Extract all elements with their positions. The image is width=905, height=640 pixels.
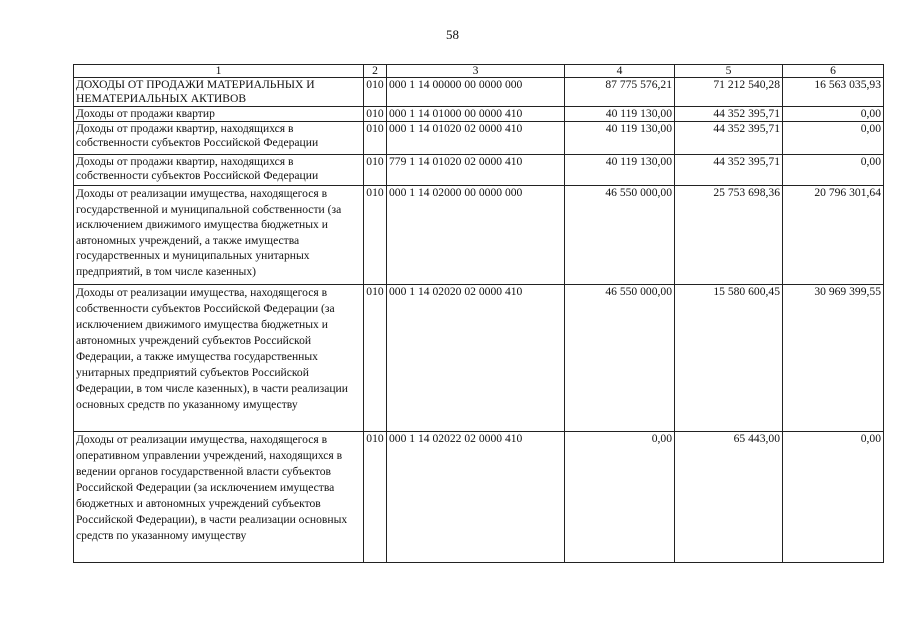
header-cell: 2: [364, 65, 387, 78]
row-budget-code: 000 1 14 02022 02 0000 410: [387, 432, 565, 563]
row-col5-value: 44 352 395,71: [675, 107, 783, 122]
table-row: [74, 186, 884, 285]
row-admin-code: 010: [364, 285, 387, 432]
row-name: Доходы от продажи квартир: [74, 107, 364, 122]
row-admin-code: 010: [364, 432, 387, 563]
row-col5-value: 25 753 698,36: [675, 186, 783, 285]
row-name: Доходы от продажи квартир, находящихся в собственности субъектов Российской Федерации: [74, 122, 364, 155]
row-col5-value: 44 352 395,71: [675, 155, 783, 186]
row-name: ДОХОДЫ ОТ ПРОДАЖИ МАТЕРИАЛЬНЫХ И НЕМАТЕРИАЛЬНЫХ АКТИВОВ: [74, 78, 364, 107]
row-col6-value: 20 796 301,64: [783, 186, 884, 285]
page-number: 58: [446, 27, 459, 42]
table-header-row: [74, 65, 884, 78]
row-name: Доходы от реализации имущества, находящегося в собственности субъектов Российской Федерации (за исключением движимого имущества бюджетных и автономных учреждений субъектов Российской Федерации, а также имущества государственных унитарных предприятий субъектов Российской Федерации, в том числе казенных), в части реализации основных средств по указанному имуществу: [74, 285, 364, 432]
header-cell: 1: [74, 65, 364, 78]
row-col4-value: 46 550 000,00: [565, 186, 675, 285]
row-name: Доходы от продажи квартир, находящихся в собственности субъектов Российской Федерации: [74, 155, 364, 186]
row-col6-value: 16 563 035,93: [783, 78, 884, 107]
row-col4-value: 46 550 000,00: [565, 285, 675, 432]
row-col5-value: 71 212 540,28: [675, 78, 783, 107]
row-col6-value: 0,00: [783, 107, 884, 122]
row-admin-code: 010: [364, 78, 387, 107]
row-name: Доходы от реализации имущества, находящегося в государственной и муниципальной собственности (за исключением движимого имущества бюджетных и автономных учреждений, а также имущества государственных и муниципальных унитарных предприятий, в том числе казенных): [74, 186, 364, 285]
row-col5-value: 15 580 600,45: [675, 285, 783, 432]
table-row: [74, 107, 884, 122]
row-admin-code: 010: [364, 107, 387, 122]
row-budget-code: 000 1 14 02000 00 0000 000: [387, 186, 565, 285]
table-row: [74, 285, 884, 432]
row-col5-value: 44 352 395,71: [675, 122, 783, 155]
row-budget-code: 000 1 14 02020 02 0000 410: [387, 285, 565, 432]
row-col4-value: 40 119 130,00: [565, 155, 675, 186]
row-col4-value: 0,00: [565, 432, 675, 563]
row-admin-code: 010: [364, 122, 387, 155]
revenue-table: [73, 64, 884, 563]
header-cell: 3: [387, 65, 565, 78]
row-admin-code: 010: [364, 155, 387, 186]
table-row: [74, 432, 884, 563]
row-budget-code: 000 1 14 00000 00 0000 000: [387, 78, 565, 107]
row-col4-value: 87 775 576,21: [565, 78, 675, 107]
header-cell: 6: [783, 65, 884, 78]
row-col6-value: 0,00: [783, 155, 884, 186]
row-col6-value: 0,00: [783, 432, 884, 563]
row-col6-value: 0,00: [783, 122, 884, 155]
row-budget-code: 000 1 14 01000 00 0000 410: [387, 107, 565, 122]
row-col6-value: 30 969 399,55: [783, 285, 884, 432]
table-row: [74, 122, 884, 155]
row-budget-code: 000 1 14 01020 02 0000 410: [387, 122, 565, 155]
row-admin-code: 010: [364, 186, 387, 285]
header-cell: 4: [565, 65, 675, 78]
table-row: [74, 155, 884, 186]
row-name: Доходы от реализации имущества, находящегося в оперативном управлении учреждений, находящихся в ведении органов государственной власти субъектов Российской Федерации (за исключением имущества бюджетных и автономных учреждений субъектов Российской Федерации), в части реализации основных средств по указанному имуществу: [74, 432, 364, 563]
row-col4-value: 40 119 130,00: [565, 107, 675, 122]
row-budget-code: 779 1 14 01020 02 0000 410: [387, 155, 565, 186]
row-col5-value: 65 443,00: [675, 432, 783, 563]
header-cell: 5: [675, 65, 783, 78]
row-col4-value: 40 119 130,00: [565, 122, 675, 155]
table-row: [74, 78, 884, 107]
